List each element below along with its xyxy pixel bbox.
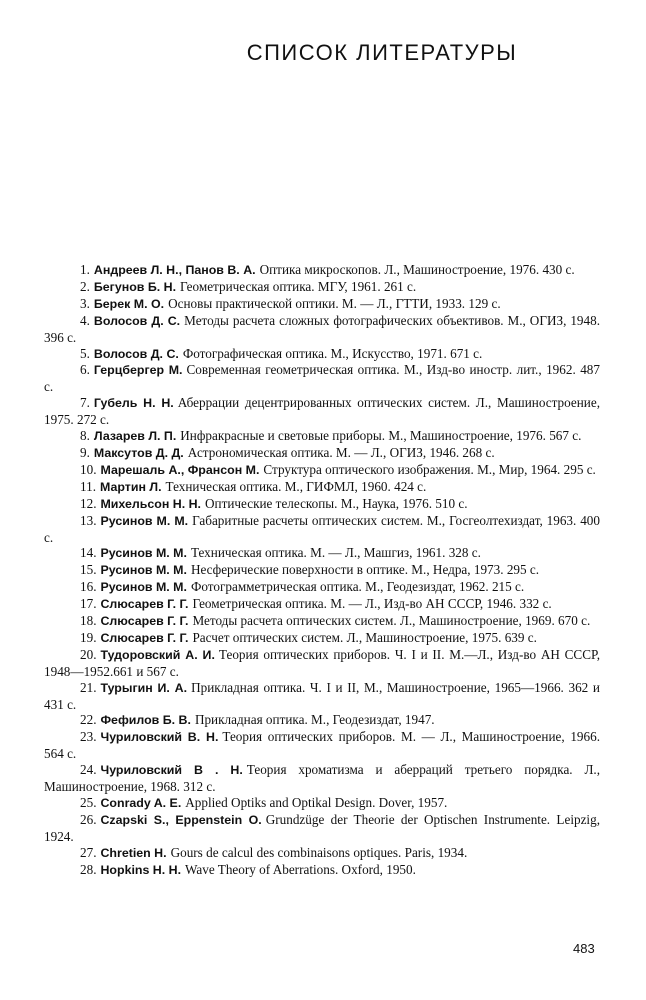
page-number: 483 [573,941,595,956]
reference-item [44,445,600,462]
reference-authors: Мартин Л. [100,479,162,494]
reference-item [44,647,600,680]
reference-authors: Бегунов Б. Н. [93,279,177,294]
reference-authors: Волосов Д. С. [93,313,181,328]
reference-authors: Губель Н. Н. [93,396,174,411]
reference-item [44,462,600,479]
reference-number: 19. [80,629,97,645]
reference-authors: Михельсон Н. Н. [100,496,201,511]
reference-item [44,613,600,630]
reference-number: 9. [80,444,90,460]
reference-text: Applied Optiks and Optikal Design. Dover, 1957. [185,795,448,810]
reference-text: Несферические поверхности в оптике. М., Недра, 1973. 295 с. [190,562,540,578]
reference-item [44,428,600,445]
reference-number: 5. [80,345,90,361]
reference-text: Современная геометрическая оптика. М., Изд-во иностр. лит., 1962. 487 с. [44,362,600,395]
reference-item [44,262,600,279]
reference-text: Основы практической оптики. М. — Л., ГТТИ, 1933. 129 с. [168,295,501,311]
reference-number: 11. [80,478,96,494]
reference-authors: Берек М. О. [93,296,165,311]
reference-item [44,545,600,562]
reference-item [44,630,600,647]
reference-number: 16. [80,579,97,595]
reference-item [44,496,600,513]
reference-number: 2. [80,278,90,294]
reference-number: 3. [80,295,90,311]
reference-text: Прикладная оптика. Ч. I и II, М., Машиностроение, 1965—1966. 362 и 431 с. [44,679,600,712]
reference-authors: Русинов М. М. [100,580,187,595]
reference-text: Grundzüge der Theorie der Optischen Instrumente. Leipzig, 1924. [44,811,600,844]
reference-authors: Chretien H. [100,845,167,860]
reference-text: Теория оптических приборов. М. — Л., Машиностроение, 1966. 564 с. [44,729,600,762]
reference-text: Геометрическая оптика. М. — Л., Изд-во АН СССР, 1946. 332 с. [192,596,552,612]
reference-authors: Фефилов Б. В. [100,713,191,728]
reference-text: Теория хроматизма и аберраций третьего порядка. Л., Машиностроение, 1968. 312 с. [44,762,600,795]
reference-item [44,712,600,729]
reference-text: Аберрации децентрированных оптических систем. Л., Машиностроение, 1975. 272 с. [44,395,600,428]
reference-item [44,279,600,296]
reference-number: 25. [80,795,97,810]
reference-text: Габаритные расчеты оптических систем. М., Госгеолтехиздат, 1963. 400 с. [44,512,600,545]
reference-authors: Hopkins H. H. [100,862,182,877]
reference-authors: Русинов М. М. [100,513,189,528]
reference-authors: Русинов М. М. [100,546,187,561]
reference-number: 22. [80,712,97,728]
reference-number: 24. [80,762,97,778]
reference-authors: Андреев Л. Н., Панов В. А. [93,263,256,277]
reference-item [44,579,600,596]
reference-item [44,346,600,363]
reference-authors: Czapski S., Eppenstein O. [100,812,262,827]
reference-text: Техническая оптика. М. — Л., Машгиз, 1961. 328 с. [190,545,481,561]
reference-item [44,395,600,428]
reference-number: 23. [80,729,97,745]
reference-text: Прикладная оптика. М., Геодезиздат, 1947. [194,712,435,728]
reference-item [44,762,600,795]
reference-item [44,596,600,613]
reference-number: 15. [80,562,97,578]
reference-item [44,862,600,879]
reference-number: 18. [80,613,97,629]
reference-text: Геометрическая оптика. МГУ, 1961. 261 с. [180,278,417,294]
reference-list [44,262,600,879]
reference-text: Фотографическая оптика. М., Искусство, 1971. 671 с. [182,345,483,361]
reference-text: Методы расчета сложных фотографических объективов. М., ОГИЗ, 1948. 396 с. [44,312,600,345]
reference-authors: Лазарев Л. П. [93,429,177,444]
reference-text: Gours de calcul des combinaisons optiques. Paris, 1934. [170,844,468,860]
reference-text: Расчет оптических систем. Л., Машиностроение, 1975. 639 с. [192,629,537,645]
reference-authors: Слюсарев Г. Г. [100,614,189,629]
reference-number: 26. [80,811,97,827]
reference-text: Wave Theory of Aberrations. Oxford, 1950. [185,861,416,877]
reference-authors: Максутов Д. Д. [93,445,184,460]
reference-number: 13. [80,512,97,528]
reference-authors: Волосов Д. С. [93,346,179,361]
reference-authors: Слюсарев Г. Г. [100,597,189,612]
reference-authors: Слюсарев Г. Г. [100,630,189,645]
reference-text: Оптика микроскопов. Л., Машиностроение, 1976. 430 с. [259,262,575,277]
reference-authors: Тудоровский А. И. [100,647,215,662]
reference-text: Фотограмметрическая оптика. М., Геодезиздат, 1962. 215 с. [190,579,525,595]
reference-number: 4. [80,312,90,328]
reference-item [44,812,600,845]
reference-item [44,845,600,862]
reference-item [44,562,600,579]
reference-number: 8. [80,428,90,444]
reference-authors: Турыгин И. А. [100,680,188,695]
reference-number: 12. [80,495,97,511]
reference-authors: Чуриловский В . Н. [100,763,243,778]
reference-text: Оптические телескопы. М., Наука, 1976. 510 с. [205,495,468,511]
reference-authors: Conrady A. E. [100,796,182,810]
reference-item [44,729,600,762]
reference-number: 27. [80,844,97,860]
reference-item [44,296,600,313]
reference-number: 20. [80,646,97,662]
reference-authors: Чуриловский В. Н. [100,730,219,745]
reference-text: Техническая оптика. М., ГИФМЛ, 1960. 424 с. [165,478,427,494]
reference-text: Инфракрасные и световые приборы. М., Машиностроение, 1976. 567 с. [180,428,582,444]
reference-item [44,680,600,713]
reference-number: 28. [80,861,97,877]
reference-item [44,362,600,395]
reference-number: 7. [80,395,90,411]
reference-number: 14. [80,545,97,561]
reference-text: Структура оптического изображения. М., Мир, 1964. 295 с. [263,461,596,477]
reference-authors: Марешаль А., Франсон М. [100,462,260,477]
reference-item [44,795,600,812]
page-title: СПИСОК ЛИТЕРАТУРЫ [246,40,518,65]
reference-item [44,513,600,546]
reference-text: Методы расчета оптических систем. Л., Машиностроение, 1969. 670 с. [192,613,591,629]
reference-authors: Герцбергер М. [93,363,183,378]
reference-number: 6. [80,362,90,378]
reference-number: 1. [80,262,90,277]
reference-number: 17. [80,596,97,612]
reference-authors: Русинов М. М. [100,563,187,578]
reference-text: Астрономическая оптика. М. — Л., ОГИЗ, 1946. 268 с. [187,444,495,460]
reference-number: 10. [80,461,97,477]
reference-text: Теория оптических приборов. Ч. I и II. М.—Л., Изд-во АН СССР, 1948—1952.661 и 567 с. [44,646,600,679]
reference-number: 21. [80,679,97,695]
reference-item [44,313,600,346]
reference-item [44,479,600,496]
